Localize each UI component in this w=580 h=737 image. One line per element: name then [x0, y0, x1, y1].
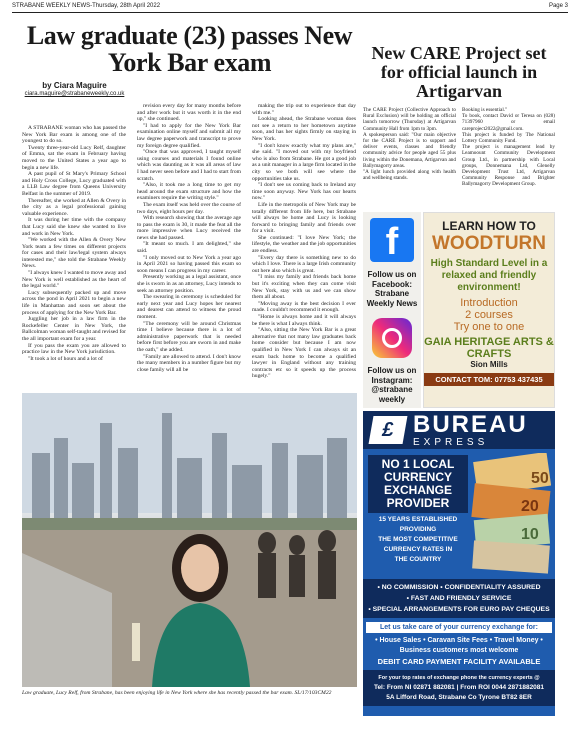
paragraph: "I miss my family and friends back home but it's exciting when they can come visit New York, stay with us and we can show them all about. — [252, 274, 356, 301]
paragraph: This project is funded by The National Lottery Community Fund. — [462, 131, 555, 145]
paragraph: It was during her time with the company that Lucy said she knew she wanted to live and work in New York. — [22, 217, 126, 237]
byline-email[interactable]: ciara.maguire@strabaneweekly.co.uk — [24, 91, 125, 97]
svg-text:20: 20 — [521, 498, 539, 515]
photo-caption: Law graduate, Lucy Relf, from Strabane, has been enjoying life in New York where she has recently passed the bar exam. SL/17/103CM22 — [22, 690, 332, 696]
paragraph: Presently working as a legal assistant, once she is sworn in as an attorney, Lucy intends to seek an attorney position. — [137, 274, 241, 294]
bureau-benefit-3: • SPECIAL ARRANGEMENTS FOR EURO PAY CHEQUES — [368, 606, 550, 613]
woodturn-line7: GAIA HERITAGE ARTS & CRAFTS — [424, 336, 554, 360]
paragraph: Life in the metropolis of New York may be totally different from life here, but Strabane will always be home and Lucy is looking forward to bringing family and friends over for a visit. — [252, 201, 356, 235]
bureau-logo: BUREAU — [413, 411, 528, 438]
paragraph: "It meant so much. I am delighted," she said. — [137, 241, 241, 255]
article-column-2 — [137, 103, 241, 390]
paragraph: Juggling her job in a law firm in the Rockefeller Center in New York, the Ballcolman woman self-taught and revised for the all important exam for a year. — [22, 316, 126, 342]
banknotes-image — [471, 453, 551, 575]
care-column-1 — [363, 107, 456, 211]
woodturn-contact: CONTACT TOM: 07753 437435 — [424, 373, 554, 386]
woodturn-line3: High Standard Level in a relaxed and friendly environment! — [430, 258, 548, 293]
byline-name: by Ciara Maguire — [42, 81, 107, 90]
paragraph: "Also, it took me a long time to get my head around the exam structure and how the examiners require the writing style." — [137, 182, 241, 202]
paragraph: "Every day there is something new to do which I love. There is a large Irish community out here also which is great. — [252, 254, 356, 274]
svg-text:50: 50 — [531, 470, 549, 487]
bureau-country: THE COUNTRY — [394, 556, 442, 563]
social-media-panel — [363, 212, 421, 408]
paragraph: "We worked with the Allen & Overy New York team a few times on different projects for cases and their law/legal system always interested me," she told the Strabane Weekly News. — [22, 237, 126, 270]
bureau-sub: EXPRESS — [413, 436, 489, 448]
article-column-3 — [252, 103, 356, 390]
bureau-address: 5A Lifford Road, Strabane Co Tyrone BT82 8ER — [386, 694, 532, 701]
paragraph: "The ceremony will be around Christmas time I believe because there is a lot of administrative paperwork that is needed before first before you are sworn in and make the oath," she added. — [137, 320, 241, 353]
paragraph: revision every day for many months before and after work but it was worth it in the end up," she continued. — [137, 103, 241, 123]
page-number: Page 3 — [548, 3, 568, 9]
article-column-1 — [22, 125, 126, 390]
paragraph: The CARE Project (Collective Approach to Rural Exclusion) will be holding an official launch tomorrow (Thursday) at Artigarvan Community Hall from 1pm to 3pm. — [363, 107, 456, 132]
paragraph: The project is management lead by Leamoount Community Development Group Ltd., in partnership with Local groups, Donnemana Ltd, Glenelly Development Trust Ltd, Artigarvan Community Response and Brighter Ballymagorry Development Group. — [462, 144, 555, 188]
paragraph: "Family are allowed to attend. I don't know the many members in a number figure but my close family will all be — [137, 353, 241, 373]
paragraph: "Also, sitting the New York Bar is a great alternative that not many law graduates back home consider but because I am now qualified in New York I can always sit an exam back home to become a qualified lawyer in England without any training contracts etc so it speeds up the process hugely." — [252, 327, 356, 380]
paragraph: "I only moved out to New York a year ago in April 2021 so having passed this exam so soon means I can progress in my career. — [137, 254, 241, 274]
bureau-business: Business customers most welcome — [399, 647, 519, 654]
paragraph: Lucy subsequently packed up and move across the pond in April 2021 to begin a new life in Manhattan and soon set about the process of applying for the New York Bar. — [22, 289, 126, 316]
woodturn-ad — [423, 212, 555, 408]
instagram-icon[interactable] — [372, 318, 412, 358]
bureau-benefit-2: • FAST AND FRIENDLY SERVICE — [406, 595, 512, 602]
paragraph: "I always knew I wanted to move away and New York is well established as the heart of the legal world." — [22, 270, 126, 290]
bureau-debit: DEBIT CARD PAYMENT FACILITY AVAILABLE — [377, 657, 541, 666]
paragraph: She continued: "I love New York; the lifestyle, the weather and the job opportunities are endless. — [252, 234, 356, 255]
care-column-2 — [462, 107, 555, 211]
paragraph: Looking ahead, the Strabane woman does not see a return to her hometown anytime soon, and has her sights firmly on staying in New York. — [252, 116, 356, 142]
woodturn-line5: 2 courses — [465, 309, 513, 321]
article-photo — [22, 393, 357, 687]
paragraph: "A light lunch provided along with health and wellbeing stands. — [363, 169, 456, 182]
facebook-icon[interactable]: f — [370, 218, 414, 262]
bureau-express-ad — [363, 411, 555, 716]
paragraph: Booking is essential." — [462, 107, 508, 113]
bureau-footer-line1: For your top rates of exchange phone the currency experts @ — [378, 675, 540, 681]
paragraph: The swearing in ceremony is scheduled for early next year and Lucy hopes her nearest and dearest can attend to witness the proud moment. — [137, 294, 241, 320]
bureau-uses: • House Sales • Caravan Site Fees • Travel Money • — [375, 637, 543, 644]
paragraph: making the trip out to experience that day with me." — [252, 103, 356, 116]
bureau-headline: NO 1 LOCAL CURRENCY EXCHANGE PROVIDER — [368, 455, 468, 513]
paragraph: Thereafter, she worked at Allen & Overy in the city as a legal professional gaining valuable experience. — [22, 197, 126, 217]
bureau-competitive: THE MOST COMPETITIVE — [378, 536, 458, 543]
bureau-logo-icon: £ — [369, 416, 408, 444]
instagram-follow-text: Follow us on Instagram: @strabane weekly — [367, 366, 417, 404]
byline — [22, 81, 127, 97]
bureau-benefit-1: • NO COMMISSION • CONFIDENTIALITY ASSURED — [377, 584, 541, 591]
page-header — [12, 3, 568, 13]
paragraph: Twenty three-year-old Lucy Relf, daughter of Emma, sat the exam in February having moved to the United States a year ago to begin a new life. — [22, 144, 126, 171]
paragraph: "Moving away is the best decision I ever made. I couldn't recommend it enough. — [252, 300, 356, 314]
main-headline: Law graduate (23) passes New York Bar exam — [26, 21, 353, 77]
bureau-rates: CURRENCY RATES IN — [383, 546, 453, 553]
paragraph: "Once that was approved, I taught myself using courses and materials I found online which was daunting as it was all areas of law I had never seen before and I had to start from scratch. — [137, 149, 241, 182]
woodturn-line4: Introduction — [460, 297, 518, 309]
paragraph: "Home is always home and it will always be there is what I always think. — [252, 314, 356, 327]
header-title: STRABANE WEEKLY NEWS-Thursday, 28th April 2022 — [12, 3, 161, 9]
paragraph: "I don't know exactly what my plans are," she said. "I moved out with my boyfriend who is also from Strabane. He got a good job as a unit manager in a large firm located in the city so we both will see where the opportunities take us. — [252, 142, 356, 182]
photo-illustration — [22, 393, 357, 687]
paragraph: The exam itself was held over the course of two days, eight hours per day. — [137, 201, 241, 215]
bureau-years: 15 YEARS ESTABLISHED — [378, 516, 458, 523]
woodturn-line6: Try one to one — [453, 321, 525, 333]
svg-text:10: 10 — [521, 526, 539, 543]
paragraph: A STRABANE woman who has passed the New York Bar exam is among one of the youngest to do so. — [22, 125, 126, 145]
paragraph: A spokesperson said: "Our main objective for the CARE Project is to support and deliver events, classes and friendly community advice for people aged 55 plus living within the Donemana, Artigarvan and Ballymagorry areas. — [363, 131, 456, 169]
woodturn-line2: WOODTURN — [432, 233, 546, 254]
paragraph: A past pupil of St Mary's Primary School and Holy Cross College, Lucy graduated with a LLB Law degree from Queens University Belfast in the summer of 2019. — [22, 171, 126, 197]
paragraph: With research showing that the average age to pass the exam is 30, it made the feat all the more impressive when Lucy received the news she had passed. — [137, 215, 241, 241]
paragraph: To book, contact David or Teresa on (028) 71397960 or email careproject2022@gmail.com. — [462, 113, 555, 132]
bureau-providing: PROVIDING — [399, 526, 437, 533]
bureau-phone[interactable]: Tel: From NI 02871 882081 | From ROI 0044 2871882081 — [373, 684, 545, 691]
bureau-care-line: Let us take care of your currency exchange for: — [366, 622, 552, 633]
care-headline: New CARE Project set for official launch in Artigarvan — [371, 43, 547, 101]
facebook-follow-text: Follow us on Facebook: Strabane Weekly News — [366, 270, 418, 308]
woodturn-line1: LEARN HOW TO — [442, 219, 536, 233]
paragraph: "It took a lot of hours and a lot of — [28, 355, 103, 362]
paragraph: "I had to apply for the New York Bar examination online myself and submit all my law degree paperwork and transcript to prove my foreign degree qualified. — [137, 122, 241, 149]
woodturn-line8: Sion Mills — [470, 360, 508, 369]
paragraph: "I don't see us coming back to Ireland any time soon anyway. New York has our hearts now." — [252, 182, 356, 202]
paragraph: If you pass the exam you are allowed to practice law in the New York jurisdiction. — [22, 342, 126, 356]
